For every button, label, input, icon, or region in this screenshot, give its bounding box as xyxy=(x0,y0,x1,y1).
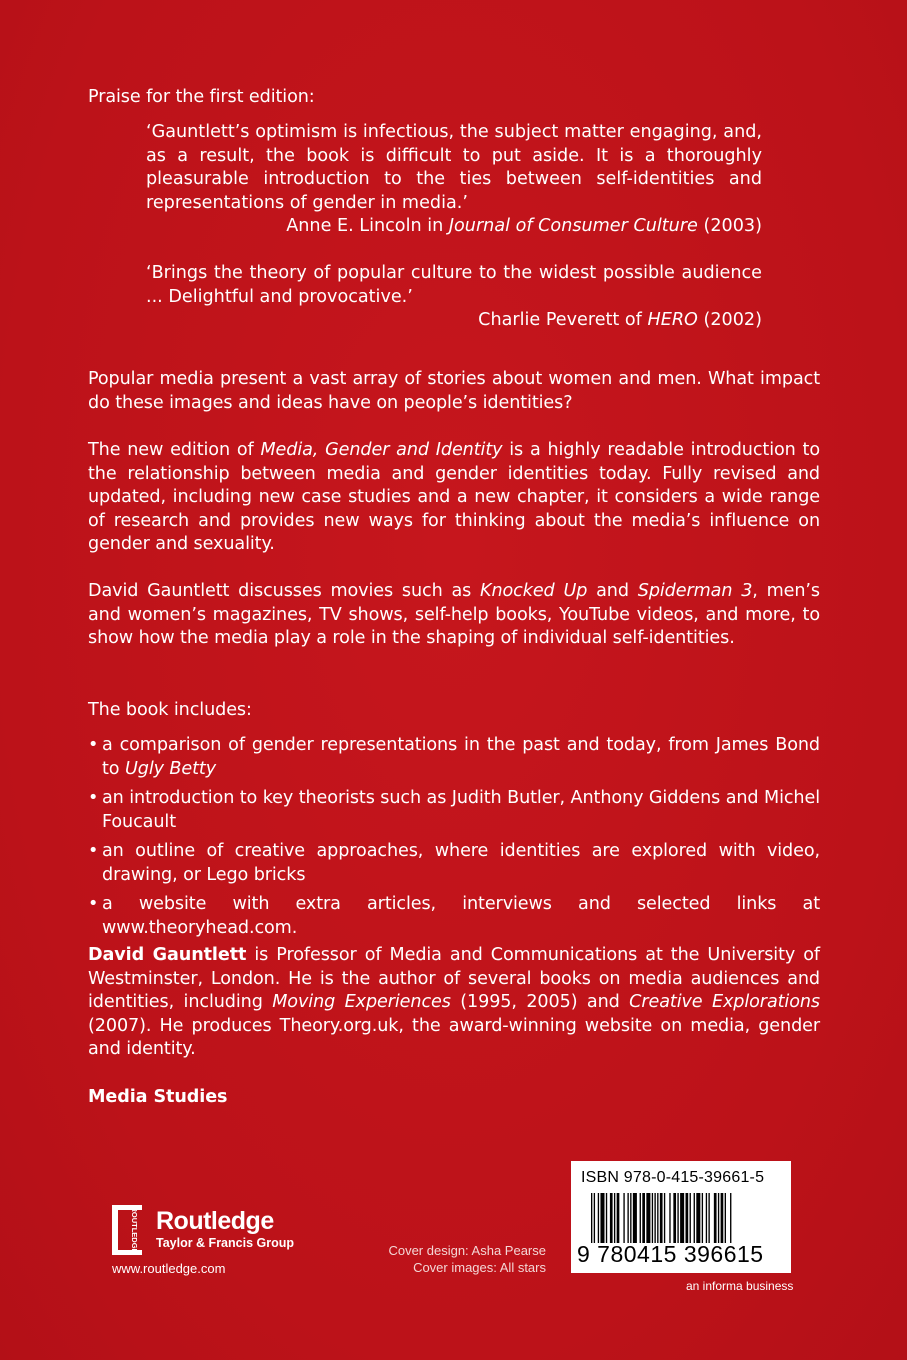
publisher-group: Taylor & Francis Group xyxy=(156,1236,294,1250)
review-quote-2 xyxy=(146,262,762,333)
quote-attribution: Charlie Peverett of HERO (2002) xyxy=(478,310,762,330)
barcode-bar xyxy=(654,1193,655,1243)
barcode-bar xyxy=(664,1193,665,1243)
routledge-mark-icon xyxy=(112,1205,148,1255)
barcode-bar xyxy=(673,1193,676,1243)
barcode-bar xyxy=(706,1193,707,1243)
isbn-barcode xyxy=(571,1161,791,1273)
informa-tagline: an informa business xyxy=(686,1279,794,1293)
routledge-vertical-wordmark: ROUTLEDGE xyxy=(130,1206,139,1254)
list-item: • an outline of creative approaches, where identities are explored with video, drawing, or Lego bricks xyxy=(88,841,820,885)
list-item: • an introduction to key theorists such as Judith Butler, Anthony Giddens and Michel Foucault xyxy=(88,788,820,832)
routledge-logo xyxy=(112,1205,302,1255)
barcode-bar xyxy=(714,1193,717,1243)
barcode-bar xyxy=(725,1193,726,1243)
includes-list xyxy=(88,734,820,946)
barcode-bar xyxy=(640,1193,641,1243)
author-name: David Gauntlett xyxy=(88,945,247,965)
barcode-bar xyxy=(600,1193,604,1243)
includes-heading: The book includes: xyxy=(88,700,252,720)
barcode-bar xyxy=(646,1193,650,1243)
review-quote-1 xyxy=(146,121,762,239)
author-bio: David Gauntlett is Professor of Media and Communications at the University of Westminster, London. He is the author of several books on media audiences and identities, including Moving Experiences (1995, 2005) and Creative Explorations (2007). He produces Theory.org.uk, the award-winning website on media, gender and identity. xyxy=(88,945,820,1059)
barcode-bar xyxy=(652,1193,653,1243)
isbn-label: ISBN 978-0-415-39661-5 xyxy=(581,1169,765,1186)
barcode-bar xyxy=(686,1193,689,1243)
cover-design-credit: Cover design: Asha Pearse xyxy=(388,1243,546,1258)
barcode-bar xyxy=(642,1193,645,1243)
barcode-bar xyxy=(660,1193,663,1243)
barcode-bar xyxy=(696,1193,700,1243)
new-edition-paragraph: The new edition of Media, Gender and Identity is a highly readable introduction to the relationship between media and gender identities today. Fully revised and updated, including new case studies and a new chapter, it considers a wide range of research and provides new ways for thinking about the media’s influence on gender and sexuality. xyxy=(88,440,820,554)
quote-text: ‘Gauntlett’s optimism is infectious, the subject matter engaging, and, as a result, the book is difficult to put aside. It is a thoroughly pleasurable introduction to the ties between self-identities and representations of gender in media.’ xyxy=(146,122,762,213)
barcode-bar xyxy=(617,1193,620,1243)
barcode-bar xyxy=(690,1193,691,1243)
barcode-bar xyxy=(657,1193,658,1243)
barcode-bar xyxy=(694,1193,695,1243)
subject-category: Media Studies xyxy=(88,1087,228,1107)
barcode-bar xyxy=(718,1193,719,1243)
barcode-bar xyxy=(623,1193,624,1243)
intro-paragraph: Popular media present a vast array of stories about women and men. What impact do these images and ideas have on people’s identities? xyxy=(88,369,820,413)
barcode-bar xyxy=(680,1193,684,1243)
barcode-bar xyxy=(594,1193,595,1243)
barcode-bar xyxy=(598,1193,599,1243)
barcode-bar xyxy=(627,1193,628,1243)
quote-attribution: Anne E. Lincoln in Journal of Consumer Culture (2003) xyxy=(286,216,762,236)
quote-text: ‘Brings the theory of popular culture to the widest possible audience ... Delightful and provocative.’ xyxy=(146,263,762,307)
cover-credits xyxy=(346,1242,546,1276)
barcode-bar xyxy=(606,1193,607,1243)
praise-heading: Praise for the first edition: xyxy=(88,87,315,107)
barcode-bar xyxy=(730,1193,731,1243)
barcode-bar xyxy=(702,1193,703,1243)
barcode-bar xyxy=(591,1193,592,1243)
barcode-bar xyxy=(721,1193,724,1243)
discussion-paragraph: David Gauntlett discusses movies such as Knocked Up and Spiderman 3, men’s and women’s magazines, TV shows, self-help books, YouTube videos, and more, to show how the media play a role in the shaping of individual self-identities. xyxy=(88,581,820,648)
barcode-bar xyxy=(677,1193,678,1243)
publisher-url: www.routledge.com xyxy=(112,1261,226,1276)
barcode-bar xyxy=(669,1193,670,1243)
list-item: • a website with extra articles, interviews and selected links at www.theoryhead.com. xyxy=(88,894,820,938)
cover-images-credit: Cover images: All stars xyxy=(413,1260,546,1275)
barcode-bar xyxy=(610,1193,613,1243)
barcode-bar xyxy=(630,1193,631,1243)
barcode-bar xyxy=(708,1193,709,1243)
barcode-bar xyxy=(633,1193,637,1243)
barcode-bar xyxy=(614,1193,615,1243)
list-item: • a comparison of gender representations in the past and today, from James Bond to Ugly Betty xyxy=(88,735,820,779)
publisher-name: Routledge xyxy=(156,1207,274,1235)
barcode-digits: 9 780415 396615 xyxy=(577,1241,764,1267)
